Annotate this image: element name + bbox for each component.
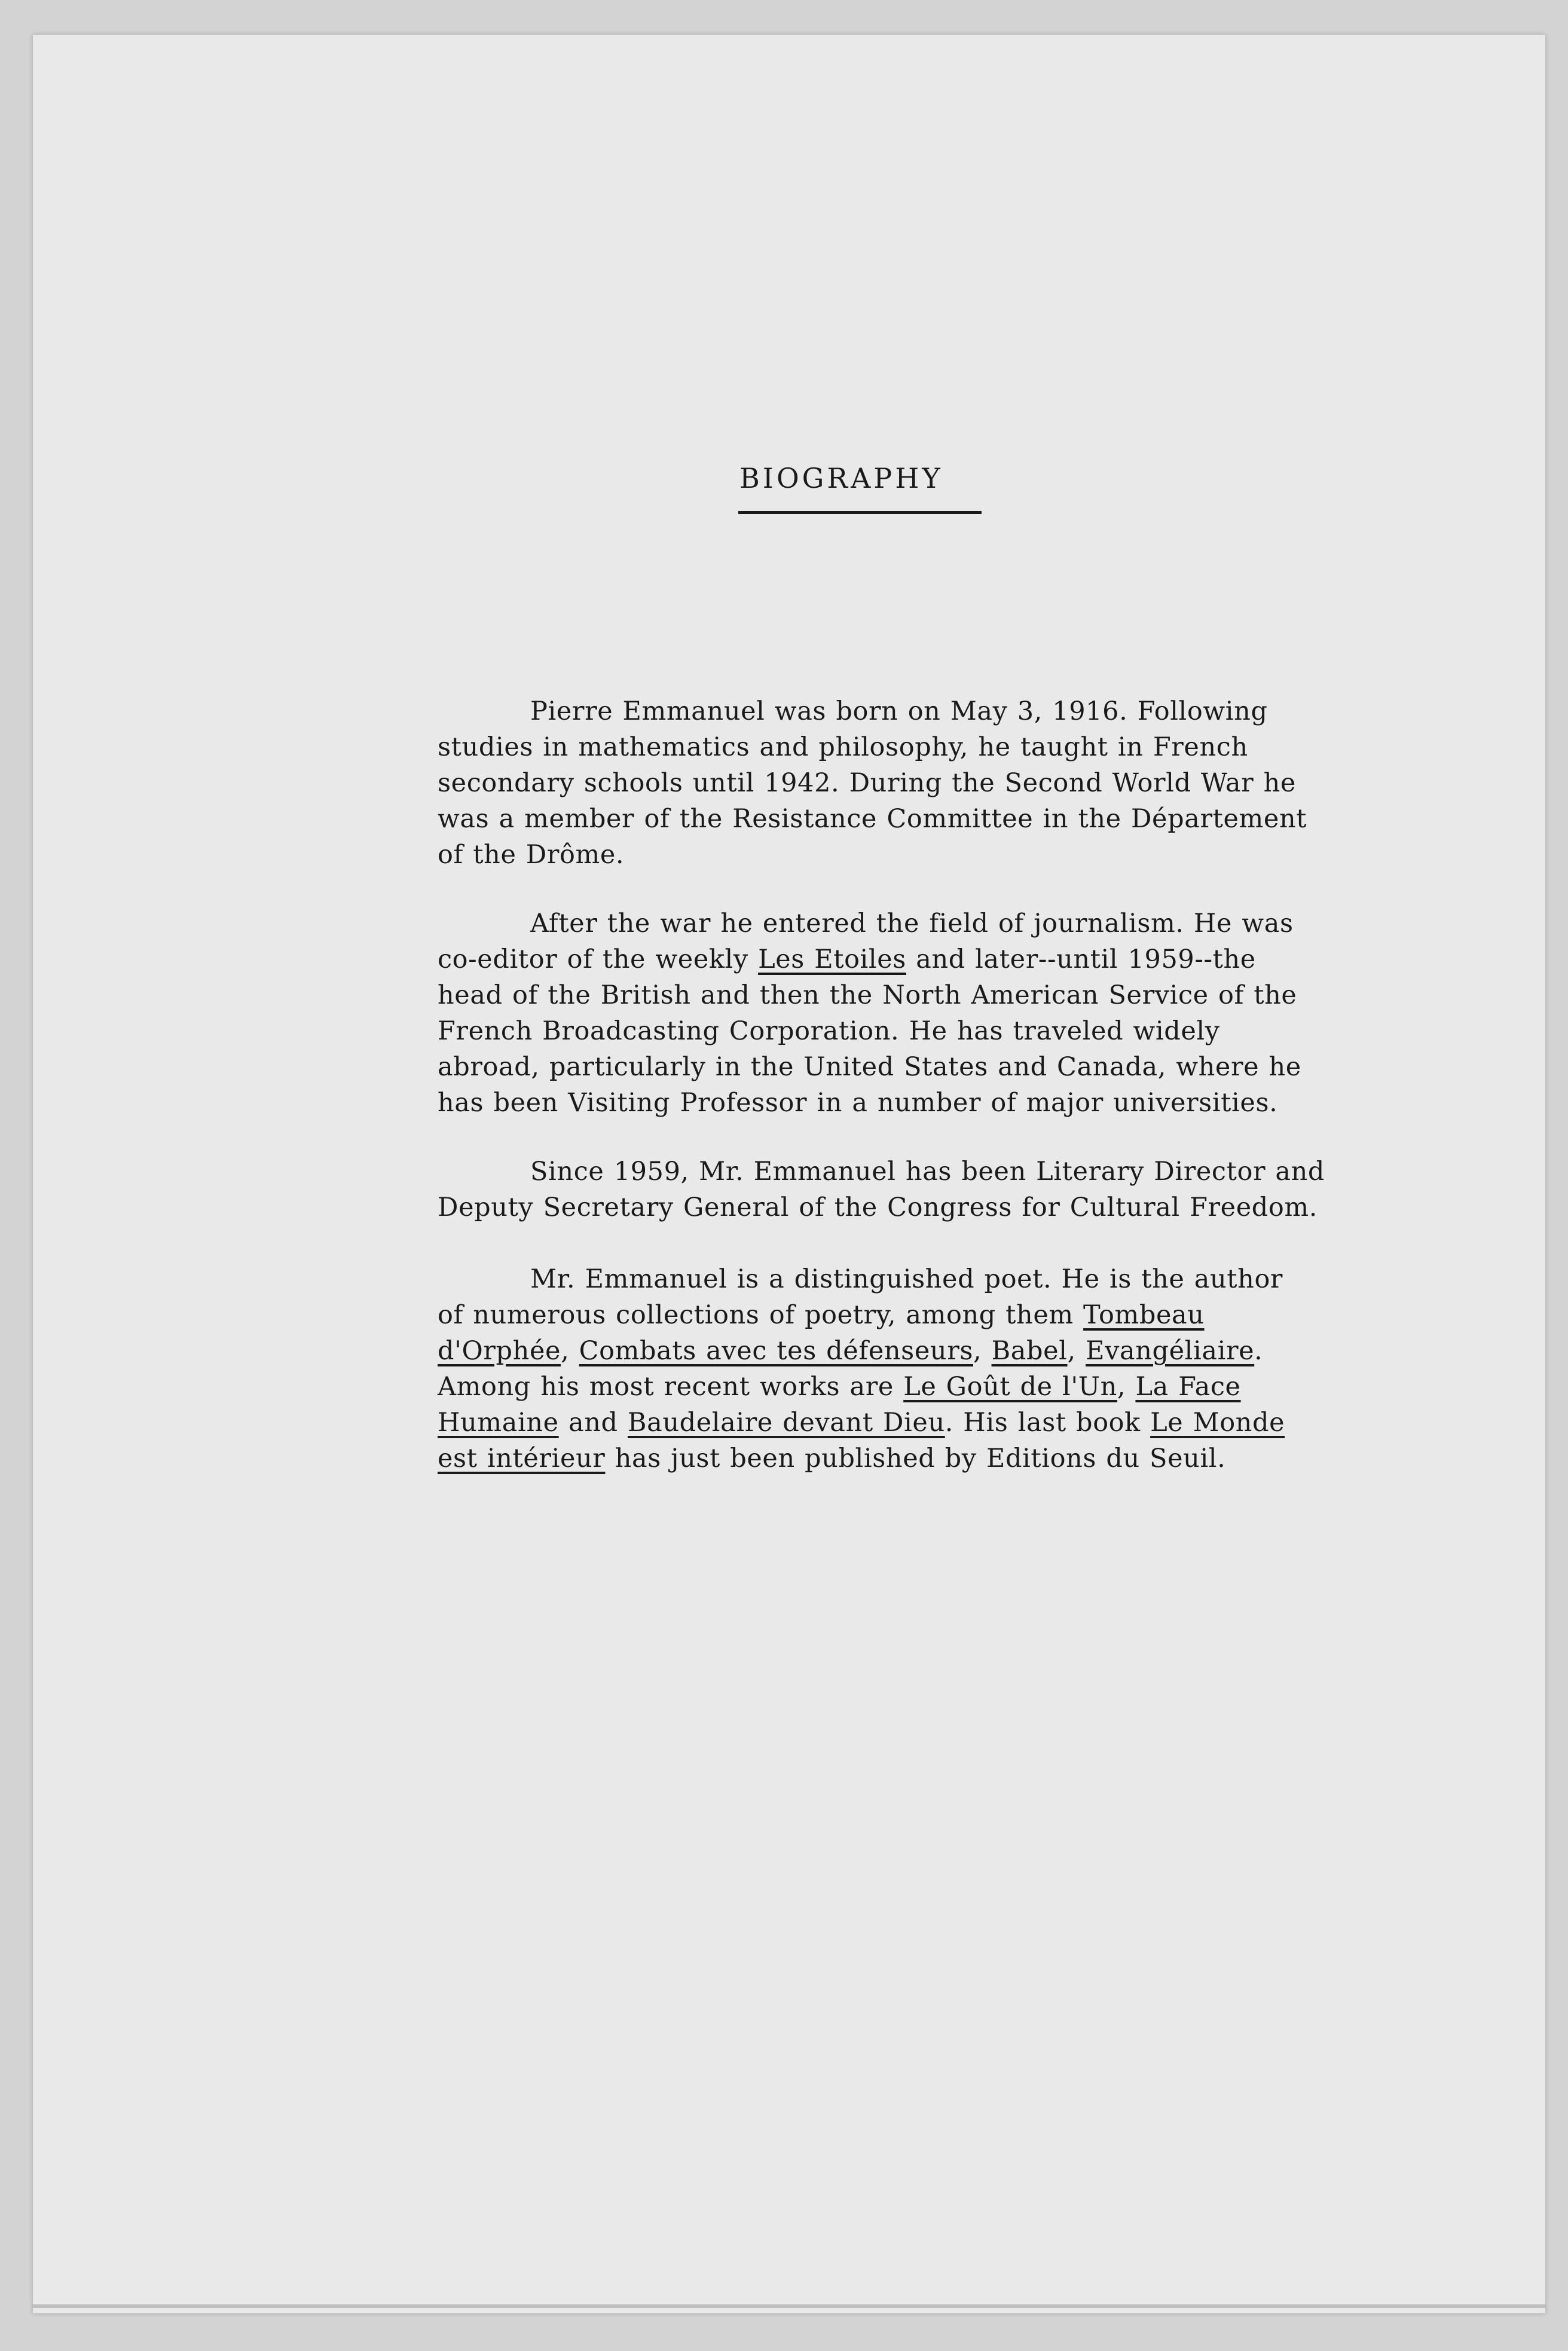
paragraph-congress (438, 1154, 1430, 1225)
work-title-le-monde: Le Monde (1150, 1408, 1285, 1438)
work-title-humaine: Humaine (438, 1408, 559, 1438)
page-title: BIOGRAPHY (739, 462, 943, 494)
work-title-combats: Combats avec tes défenseurs (579, 1336, 974, 1366)
text-line: Humaine and Baudelaire devant Dieu. His last book Le Monde (438, 1408, 1285, 1438)
work-title-la-face: La Face (1135, 1372, 1241, 1402)
text-line: abroad, particularly in the United States and Canada, where he (438, 1052, 1301, 1082)
text-line: studies in mathematics and philosophy, he taught in French (438, 732, 1248, 762)
text-line: Pierre Emmanuel was born on May 3, 1916. Following (530, 696, 1268, 726)
work-title-orphee: d'Orphée (438, 1336, 561, 1366)
paragraph-career (438, 906, 1430, 1121)
work-title-tombeau: Tombeau (1083, 1300, 1205, 1330)
work-title-le-gout: Le Goût de l'Un (903, 1372, 1117, 1402)
text-line: co-editor of the weekly Les Etoiles and later--until 1959--the (438, 944, 1256, 974)
text-line: d'Orphée, Combats avec tes défenseurs, Babel, Evangéliaire. (438, 1336, 1263, 1366)
text-line: of numerous collections of poetry, among them Tombeau (438, 1300, 1205, 1330)
paragraph-birth (438, 693, 1430, 873)
text-line: secondary schools until 1942. During the Second World War he (438, 768, 1296, 798)
text-line: was a member of the Resistance Committee in the Département (438, 804, 1307, 834)
text-line: of the Drôme. (438, 840, 625, 870)
text-line: head of the British and then the North American Service of the (438, 980, 1297, 1010)
paragraph-works (438, 1261, 1430, 1476)
text-line: Mr. Emmanuel is a distinguished poet. He is the author (530, 1264, 1283, 1294)
work-title-les-etoiles: Les Etoiles (758, 944, 906, 974)
text-line: est intérieur has just been published by Editions du Seuil. (438, 1444, 1226, 1473)
title-underline (738, 511, 982, 514)
work-title-baudelaire: Baudelaire devant Dieu (627, 1408, 945, 1438)
text-line: has been Visiting Professor in a number of major universities. (438, 1088, 1278, 1118)
text-line: French Broadcasting Corporation. He has traveled widely (438, 1016, 1220, 1046)
work-title-babel: Babel (991, 1336, 1068, 1366)
paper-bottom-edge (33, 2304, 1545, 2308)
work-title-evangeliaire: Evangéliaire (1086, 1336, 1255, 1366)
text-line: Among his most recent works are Le Goût de l'Un, La Face (438, 1372, 1241, 1402)
text-line: After the war he entered the field of journalism. He was (530, 909, 1294, 938)
text-line: Since 1959, Mr. Emmanuel has been Literary Director and (530, 1157, 1325, 1187)
work-title-est-interieur: est intérieur (438, 1444, 606, 1473)
text-line: Deputy Secretary General of the Congress for Cultural Freedom. (438, 1193, 1318, 1222)
